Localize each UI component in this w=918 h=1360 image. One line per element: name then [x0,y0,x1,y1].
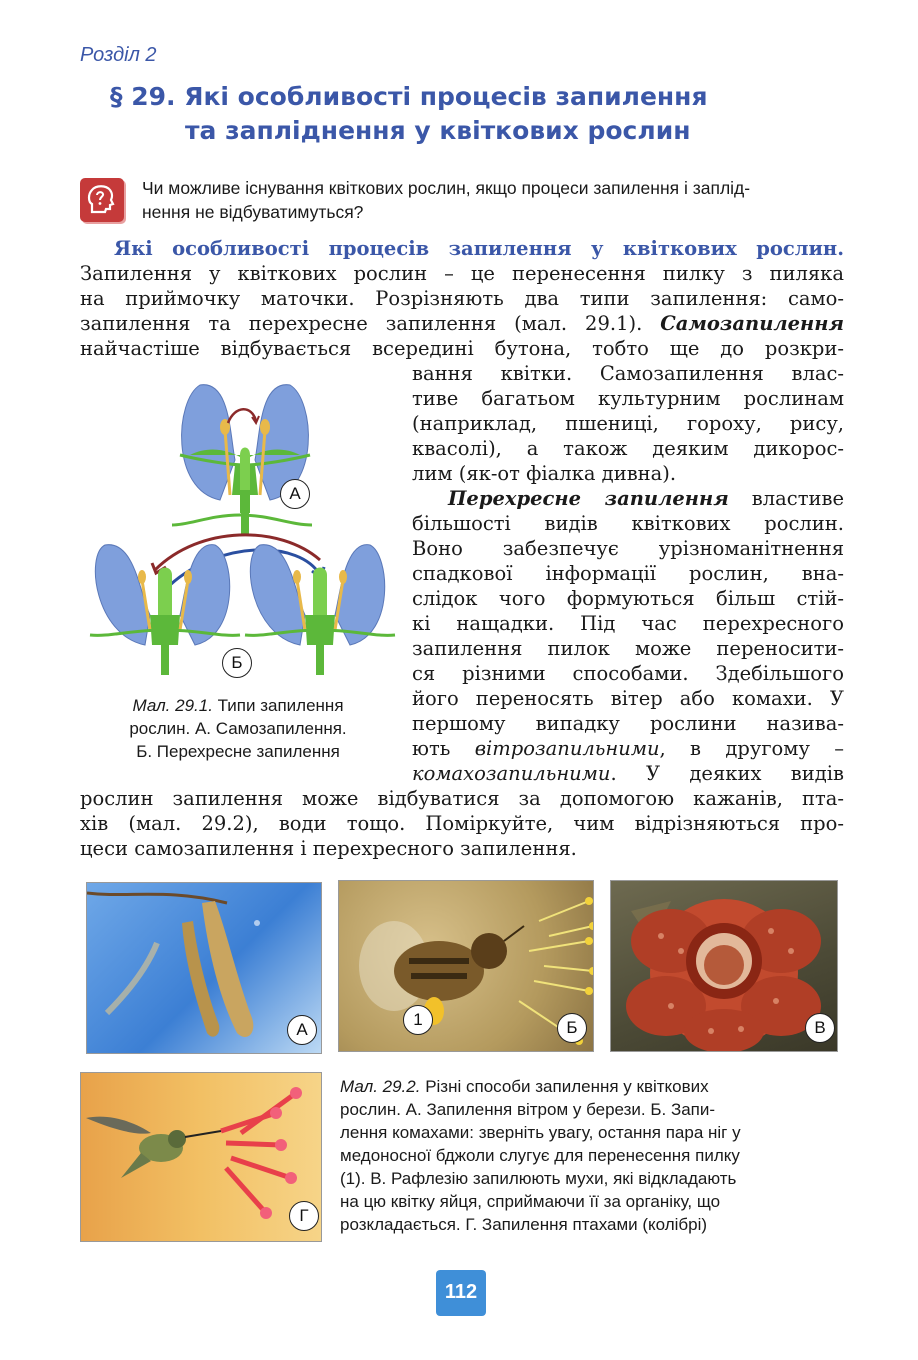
question-line-2: нення не відбуватимуться? [142,202,364,222]
paragraph-line: квасолі), а також деяким дикорос- [412,437,844,460]
page-number: 112 [436,1270,486,1316]
paragraph-line: (наприклад, пшениці, гороху, рису, [412,412,844,435]
paragraph-line: цеси самозапилення і перехресного запилення. [80,837,577,860]
title-line-1: § 29. Які особливості процесів запилення [110,82,708,111]
paragraph-line: хів (мал. 29.2), води тощо. Поміркуйте, чим відрізняються про- [80,812,844,835]
paragraph-line: Воно забезпечує урізноманітнення [412,537,844,560]
caption-line: рослин. А. Самозапилення. [129,719,347,738]
photo-hummingbird [80,1072,322,1242]
paragraph-line: його переносять вітер або комахи. У [412,687,844,710]
section-label: Розділ 2 [80,44,157,66]
paragraph-line: ся різними способами. Здебільшого [412,662,844,685]
paragraph-line: , в другому – [659,737,844,760]
paragraph-bottom [80,786,844,861]
figure-29-1 [80,375,400,695]
paragraph-line: спадкової інформації рослин, вна- [412,562,844,585]
photo-birch-catkins [86,882,322,1054]
caption-line: розкладається. Г. Запилення птахами (колібрі) [340,1215,708,1234]
photo-honeybee [338,880,594,1052]
title-line-2: та запліднення у квіткових рослин [185,116,691,145]
self-pollination-flower [172,385,312,535]
caption-line: на цю квітку яйця, сприймаючи її за органіку, що [340,1192,721,1211]
paragraph-line: запилення пилок може переносити- [412,637,844,660]
figure-29-1-caption [88,694,388,763]
figure-label-b: Б [222,648,252,678]
term-wind-pollinated: вітрозапильними [474,737,660,760]
paragraph-line: першому випадку рослини назива- [412,712,844,735]
caption-line: Різні способи запилення у квіткових [420,1077,709,1096]
paragraph-line: більшості видів квіткових рослин. [412,512,844,535]
caption-line: медоносної бджоли слугує для перенесення пилку [340,1146,740,1165]
paragraph-line: вання квітки. Самозапилення влас- [412,362,844,385]
right-column-text [412,361,844,786]
question-text [142,176,844,224]
cross-pollination-flower-right [245,545,395,675]
thinking-head-icon [80,178,124,222]
caption-line: лення комахами: зверніть увагу, остання пара ніг у [340,1123,741,1142]
term-insect-pollinated: комахозапильними [412,762,611,785]
paragraph-line: Запилення у квіткових рослин – це перенесення пилку з пиляка [80,262,844,285]
cross-pollination-flower-left [90,545,240,675]
paragraph-line: кі нащадки. Під час перехресного [412,612,844,635]
photo-label-1: 1 [403,1005,433,1035]
photo-label-g: Г [289,1201,319,1231]
term-cross-pollination: Перехресне запилення [448,487,729,510]
paragraph-line: найчастіше відбувається всередині бутона, тобто ще до розкри- [80,337,844,360]
paragraph-line: тиве багатьом культурним рослинам [412,387,844,410]
term-self-pollination: Самозапилення [660,312,844,335]
caption-number: Мал. 29.1. [132,696,213,715]
photo-label-b: Б [557,1013,587,1043]
paragraph-line: рослин запилення може відбуватися за допомогою кажанів, пта- [80,787,844,810]
photo-label-v: В [805,1013,835,1043]
paragraph-1 [80,236,844,361]
photo-label-a: А [287,1015,317,1045]
caption-line: Типи запилення [212,696,344,715]
figure-29-2-caption [340,1075,844,1236]
figure-label-a: А [280,479,310,509]
paragraph-line: на приймочку маточки. Розрізняють два типи запилення: само- [80,287,844,310]
photo-rafflesia [610,880,838,1052]
caption-line: (1). В. Рафлезію запилюють мухи, які відкладають [340,1169,737,1188]
caption-number: Мал. 29.2. [340,1077,421,1096]
paragraph-line: ють [412,737,475,760]
paragraph-heading: Які особливості процесів запилення у квіткових рослин. [114,237,844,260]
page-title [110,80,770,148]
caption-line: Б. Перехресне запилення [136,742,340,761]
caption-line: рослин. А. Запилення вітром у берези. Б. Запи- [340,1100,716,1119]
pollination-diagram [80,375,400,695]
paragraph-line: слідок чого формуються більш стій- [412,587,844,610]
paragraph-line: властиве [728,487,844,510]
question-line-1: Чи можливе існування квіткових рослин, якщо процеси запилення і заплід- [142,178,751,198]
paragraph-line: запилення та перехресне запилення (мал. 29.1). [80,312,643,335]
paragraph-line: . У деяких видів [610,762,844,785]
paragraph-line: лим (як-от фіалка дивна). [412,462,677,485]
